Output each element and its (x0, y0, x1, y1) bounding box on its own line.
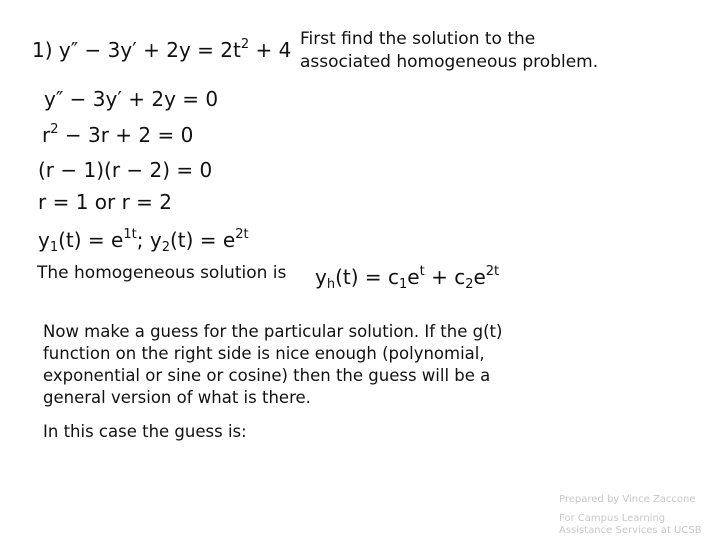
sol-separator: ; (136, 228, 150, 252)
problem-lhs: y″ − 3y′ + 2y = (58, 38, 221, 62)
yh-sub: h (326, 277, 336, 292)
sol2-y: y (149, 228, 162, 252)
roots: r = 1 or r = 2 (38, 190, 173, 214)
problem-rhs-term: 2t (220, 38, 241, 62)
problem-rhs-exponent: 2 (240, 37, 250, 52)
char-exponent: 2 (50, 122, 59, 137)
credit-line-2: For Campus Learning (559, 513, 666, 524)
plus-c2: + c (424, 265, 466, 289)
sol1-y: y (38, 228, 50, 252)
factored-equation: (r − 1)(r − 2) = 0 (38, 158, 213, 182)
characteristic-equation (42, 123, 193, 147)
homogeneous-label: The homogeneous solution is (37, 263, 287, 283)
problem-rhs-constant: + 4 (249, 38, 292, 62)
e1: e (407, 265, 420, 289)
particular-line-1: Now make a guess for the particular solution. If the g(t) (43, 322, 503, 341)
char-rest: − 3r + 2 = 0 (58, 123, 194, 147)
instruction-line-1: First find the solution to the (300, 29, 536, 49)
particular-line-3: exponential or sine or cosine) then the guess will be a (43, 366, 491, 385)
sol1-sub: 1 (49, 240, 59, 255)
guess-label: In this case the guess is: (43, 422, 247, 441)
yh-mid: (t) = c (335, 265, 400, 289)
particular-line-4: general version of what is there. (43, 388, 311, 407)
e2: e (473, 265, 486, 289)
yh: y (315, 265, 327, 289)
homogeneous-solution (315, 264, 500, 292)
problem-number: 1) (32, 38, 53, 62)
sol2-mid: (t) = e (169, 228, 236, 252)
instruction-line-2: associated homogeneous problem. (300, 52, 599, 72)
e1-exp: t (419, 264, 425, 279)
credit-line-1: Prepared by Vince Zaccone (559, 494, 696, 505)
sol2-sub: 2 (161, 240, 170, 255)
c1-sub: 1 (399, 277, 408, 292)
problem-statement (32, 38, 291, 62)
sol2-exp: 2t (235, 227, 249, 242)
e2-exp: 2t (485, 264, 500, 279)
particular-line-2: function on the right side is nice enough (polynomial, (43, 344, 485, 363)
sol1-exp: 1t (123, 227, 137, 242)
homogeneous-equation: y″ − 3y′ + 2y = 0 (44, 87, 219, 111)
fundamental-solutions (38, 227, 249, 255)
char-r: r (42, 123, 51, 147)
sol1-mid: (t) = e (58, 228, 124, 252)
c2-sub: 2 (465, 277, 474, 292)
credit-line-3: Assistance Services at UCSB (559, 525, 702, 536)
